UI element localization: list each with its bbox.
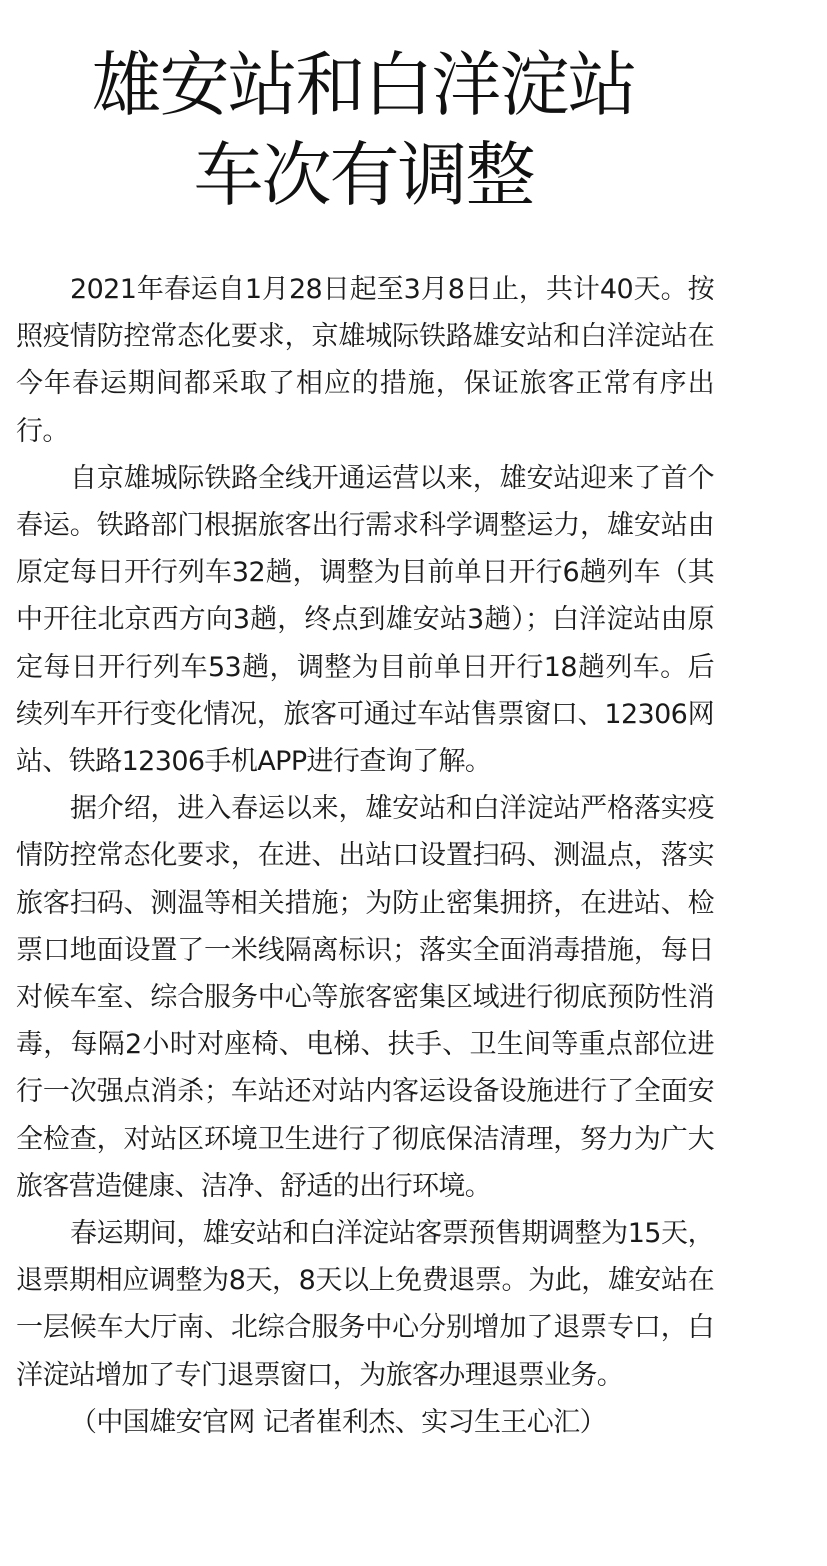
article-body: [16, 266, 714, 1446]
paragraph-2: 自京雄城际铁路全线开通运营以来，雄安站迎来了首个春运。铁路部门根据旅客出行需求科学调整运力，雄安站由原定每日开行列车32趟，调整为目前单日开行6趟列车（其中开往北京西方向3趟，终点到雄安站3趟）；白洋淀站由原定每日开行列车53趟，调整为目前单日开行18趟列车。后续列车开行变化情况，旅客可通过车站售票窗口、12306网站、铁路12306手机APP进行查询了解。: [16, 462, 714, 778]
paragraph-3: 据介绍，进入春运以来，雄安站和白洋淀站严格落实疫情防控常态化要求，在进、出站口设置扫码、测温点，落实旅客扫码、测温等相关措施；为防止密集拥挤，在进站、检票口地面设置了一米线隔离标识；落实全面消毒措施，每日对候车室、综合服务中心等旅客密集区域进行彻底预防性消毒，每隔2小时对座椅、电梯、扶手、卫生间等重点部位进行一次强点消杀；车站还对站内客运设备设施进行了全面安全检查，对站区环境卫生进行了彻底保洁清理，努力为广大旅客营造健康、洁净、舒适的出行环境。: [16, 793, 714, 1202]
byline: （中国雄安官网 记者崔利杰、实习生王心汇）: [70, 1406, 606, 1438]
paragraph-1: 2021年春运自1月28日起至3月8日止，共计40天。按照疫情防控常态化要求，京雄城际铁路雄安站和白洋淀站在今年春运期间都采取了相应的措施，保证旅客正常有序出行。: [16, 274, 714, 447]
headline-line-2: 车次有调整: [193, 134, 534, 216]
paragraph-4: 春运期间，雄安站和白洋淀站客票预售期调整为15天，退票期相应调整为8天，8天以上免费退票。为此，雄安站在一层候车大厅南、北综合服务中心分别增加了退票专口，白洋淀站增加了专门退票窗口，为旅客办理退票业务。: [16, 1218, 714, 1391]
headline-line-1: 雄安站和白洋淀站: [91, 44, 636, 126]
